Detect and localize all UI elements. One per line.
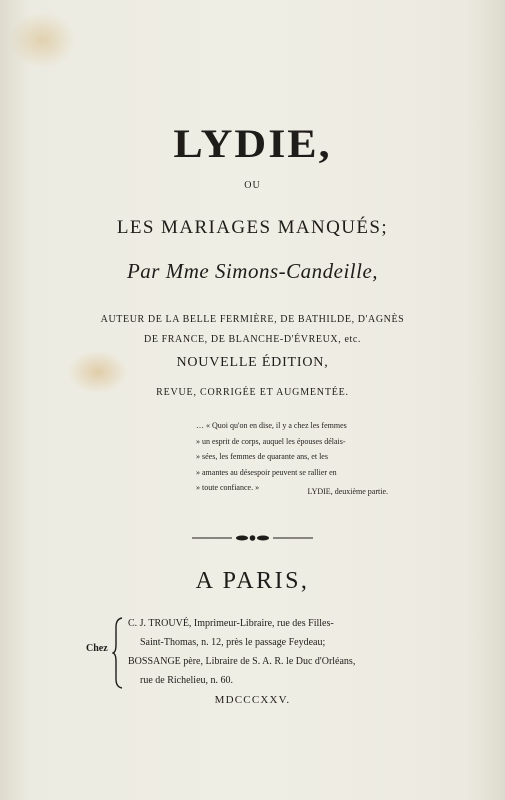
publication-place: A PARIS, [195,568,310,594]
publisher-imprint [128,614,428,690]
epigraph-line: » amantes au désespoir peuvent se rallier en [196,467,337,477]
epigraph-source: LYDIE, deuxième partie. [307,487,388,496]
fleuron-ornament-icon [190,531,315,545]
epigraph [196,418,388,496]
imprint-line: C. J. TROUVÉ, Imprimeur-Libraire, rue des Filles- [128,618,334,629]
imprint-line: BOSSANGE père, Libraire de S. A. R. le Duc d'Orléans, [128,656,356,667]
book-title: LYDIE, [173,120,332,167]
chez-label: Chez [86,643,108,654]
author-line: Par Mme Simons-Candeille, [126,259,379,283]
credits-line: DE FRANCE, DE BLANCHE-D'ÉVREUX, etc. [144,334,361,345]
imprint-line: rue de Richelieu, n. 60. [140,675,234,686]
credits-line: AUTEUR DE LA BELLE FERMIÈRE, DE BATHILDE, D'AGNÈS [100,314,405,325]
epigraph-line: » un esprit de corps, auquel les épouses délais- [196,436,346,446]
author-credits [0,310,505,350]
book-subtitle: LES MARIAGES MANQUÉS; [116,217,389,238]
edition-line: NOUVELLE ÉDITION, [176,355,329,370]
epigraph-line: » sées, les femmes de quarante ans, et les [196,452,328,461]
brace-icon [112,617,124,689]
revision-line: REVUE, CORRIGÉE ET AUGMENTÉE. [156,387,349,398]
publication-date: MDCCCXXV. [214,694,291,706]
title-conjunction: OU [244,180,261,191]
imprint-line: Saint-Thomas, n. 12, près le passage Feydeau; [140,637,326,648]
epigraph-line: … « Quoi qu'on en dise, il y a chez les femmes [196,421,347,430]
epigraph-line: » toute confiance. » [196,483,260,492]
